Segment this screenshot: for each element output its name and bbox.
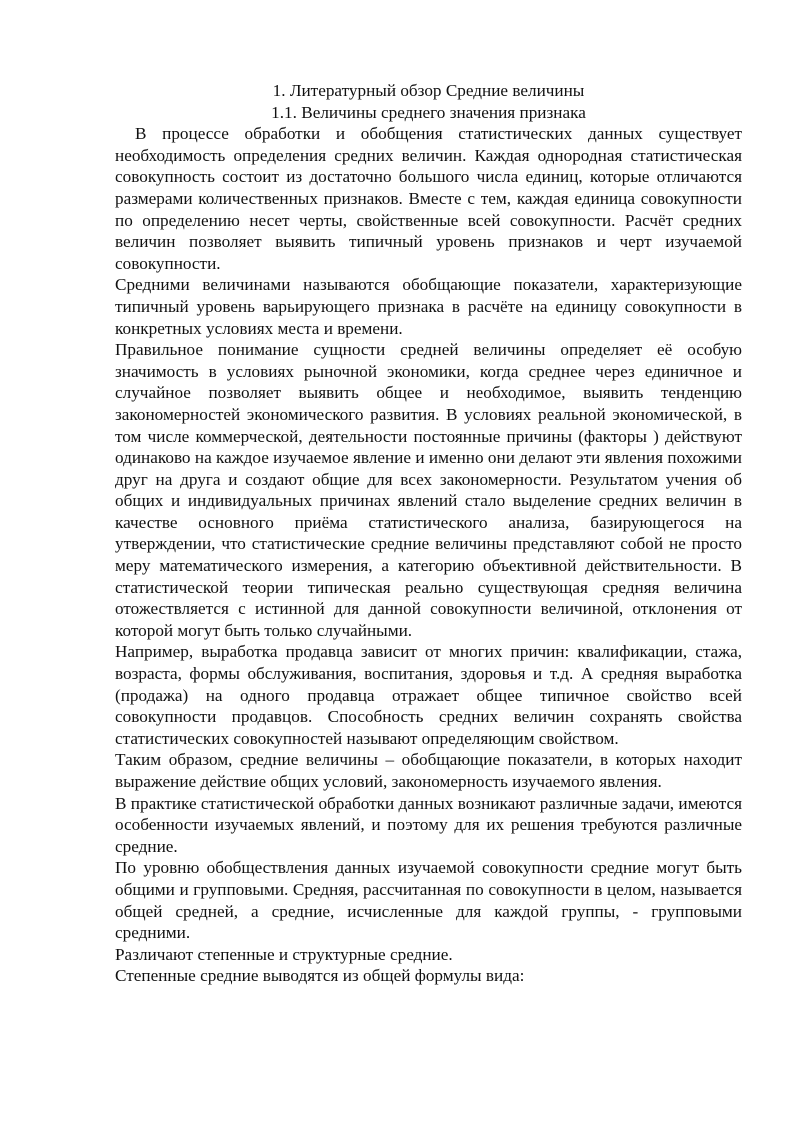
subsection-heading: 1.1. Величины среднего значения признака [271, 102, 586, 122]
paragraph-types: Различают степенные и структурные средние. [115, 944, 453, 964]
document-page [115, 80, 742, 987]
paragraph-intro: В процессе обработки и обобщения статистических данных существует необходимость определения средних величин. Каждая однородная статистическая совокупность состоит из достаточно большого числа единиц, которые отличаются размерами количественных признаков. Вместе с тем, каждая единица совокупности по определению несет черты, свойственные всей совокупности. Расчёт средних величин позволяет выявить типичный уровень признаков и черт изучаемой совокупности. [115, 124, 742, 273]
paragraph-definition: Средними величинами называются обобщающие показатели, характеризующие типичный уровень варьирующего признака в расчёте на единицу совокупности в конкретных условиях места и времени. [115, 275, 742, 338]
paragraph-example: Например, выработка продавца зависит от многих причин: квалификации, стажа, возраста, формы обслуживания, воспитания, здоровья и т.д. А средняя выработка (продажа) на одного продавца отражает общее типичное свойство всей совокупности продавцов. Способность средних величин сохранять свойства статистических совокупностей называют определяющим свойством. [115, 642, 742, 748]
paragraph-understanding: Правильное понимание сущности средней величины определяет её особую значимость в условиях рыночной экономики, когда среднее через единичное и случайное позволяет выявить общее и необходимое, выявить тенденцию закономерностей экономического развития. В условиях реальной экономической, в том числе коммерческой, деятельности постоянные причины (факторы ) действуют одинаково на каждое изучаемое явление и именно они делают эти явления похожими друг на друга и создают общие для всех закономерности. Результатом учения об общих и индивидуальных причинах явлений стало выделение средних величин в качестве основного приёма статистического анализа, базирующегося на утверждении, что статистические средние величины представляют собой не просто меру математического измерения, а категорию объективной действительности. В статистической теории типическая реально существующая средняя величина отожествляется с истинной для данной совокупности величиной, отклонения от которой могут быть только случайными. [115, 340, 742, 640]
section-heading: 1. Литературный обзор Средние величины [272, 81, 585, 100]
paragraph-grouping: По уровню обобществления данных изучаемой совокупности средние могут быть общими и групповыми. Средняя, рассчитанная по совокупности в целом, называется общей средней, а средние, исчисленные для каждой группы, - групповыми средними. [115, 858, 742, 943]
paragraph-conclusion: Таким образом, средние величины – обобщающие показатели, в которых находит выражение действие общих условий, закономерность изучаемого явления. [115, 750, 742, 791]
paragraph-formula-intro: Степенные средние выводятся из общей формулы вида: [115, 966, 525, 986]
paragraph-practice: В практике статистической обработки данных возникают различные задачи, имеются особенности изучаемых явлений, и поэтому для их решения требуются различные средние. [115, 793, 742, 856]
